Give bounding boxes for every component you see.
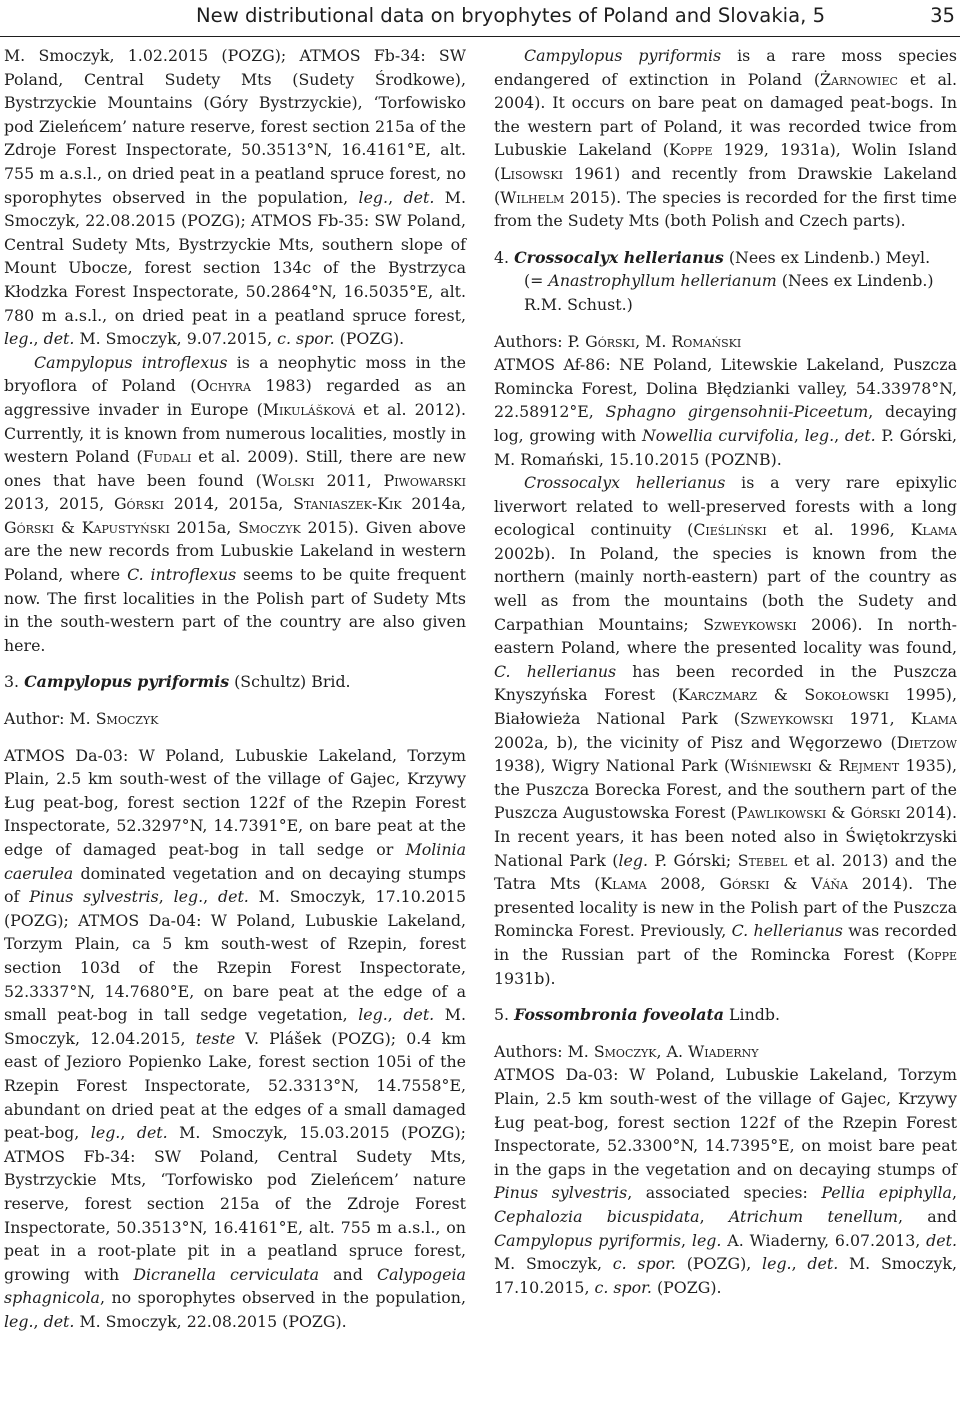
text-run: ATMOS Da-03: W Poland, Lubuskie Lakeland, Torzym Plain, 2.5 km south-west of the village of Gajec, Krzywy Ług peat-bog, forest section 122f of the Rzepin Forest Inspectorate, 52.3297°N, 14.7391°E, on bare peat at the edge of damaged peat-bog in tall sedge or [4, 745, 466, 859]
text-run: 2015). The species is recorded for the first time from the Sudety Mts (both Polish and Czech parts). [494, 187, 957, 231]
cited-author: Ochyra [196, 376, 251, 396]
author-line [4, 707, 466, 731]
cited-author: Lisowski [500, 163, 563, 183]
text-run: & [811, 756, 839, 776]
text-run: M. Smoczyk, 17.10.2015 (POZG); ATMOS Da-04: W Poland, Lubuskie Lakeland, Torzym Plain, ca 5 km south-west of Rzepin, forest section 103d of the Rzepin Forest Inspectorate, 52.3337°N, 14.7680°E, on bare peat at the edge of a small peat-bog in tall sedge vegetation, [4, 887, 467, 1025]
cited-author: Klama [600, 874, 647, 894]
italic-term: leg. [4, 1311, 34, 1331]
italic-term: det. [844, 425, 876, 445]
text-run: is a very rare epixylic liverwort related to well-preserved forests with a long ecological continuity ( [494, 473, 957, 540]
text-run: 1961) and recently from Drawskie Lakeland ( [494, 163, 957, 207]
cited-author: Klama [910, 709, 957, 729]
italic-term: Anastrophyllum hellerianum [548, 271, 777, 291]
text-run: (= [524, 271, 549, 291]
text-run: 2008, [646, 874, 720, 894]
text-run: P. Górski, M. Romański, 15.10.2015 (POZNB). [494, 425, 958, 469]
text-run: 2002a, b), the vicinity of Pisz and Węgorzewo ( [494, 732, 897, 752]
text-run: & [757, 685, 805, 705]
text-run: 2013, 2015, [4, 494, 114, 514]
text-run: V. Plášek (POZG); 0.4 km east of Jezioro Popienko Lake, forest section 105i of the Rzepin Forest Inspectorate, 52.3313°N, 14.7558°E, abundant on dried peat at the edges of a small damaged peat-bog, [4, 1028, 466, 1143]
italic-term: Nowellia curvifolia [641, 425, 794, 445]
cited-author: Wiaderny [688, 1041, 759, 1061]
text-run: , [158, 887, 174, 907]
text-run: 1938), Wigry National Park ( [494, 756, 731, 776]
text-run: et al. 2004). It occurs on bare peat on damaged peat-bogs. In the western part of Poland, it was recorded twice from Lubuskie Lakeland ( [494, 69, 957, 160]
italic-term: c. spor. [277, 329, 335, 349]
cited-author: Smoczyk [238, 517, 301, 537]
author-line [494, 1040, 957, 1064]
text-run: P. Górski; [648, 850, 738, 870]
cited-author: Górski [719, 874, 770, 894]
italic-term: Cephalozia bicuspidata [494, 1206, 700, 1226]
cited-author: Górski [585, 331, 636, 351]
text-run: , [388, 187, 404, 207]
author-line [494, 330, 957, 354]
species-heading [494, 246, 957, 270]
text-run: Author: M. [4, 709, 96, 729]
text-run: et al. 2012). Currently, it is known from numerous localities, mostly in western Poland ( [4, 399, 466, 467]
cited-author: Cieśliński [693, 520, 767, 540]
italic-term: C. hellerianus [494, 661, 617, 681]
cited-author: Romański [671, 331, 742, 351]
italic-term: Sphagno girgensohnii-Piceetum [605, 402, 869, 422]
cited-author: Koppe [913, 944, 957, 964]
text-run: is a neophytic moss in the bryoflora of Poland ( [4, 352, 466, 396]
text-run: , and [897, 1206, 957, 1226]
italic-term: leg. [90, 1123, 121, 1143]
text-run: , [681, 1230, 692, 1250]
italic-term: Molinia caerulea [4, 840, 466, 883]
cited-author: Rejment [838, 756, 900, 776]
italic-term: det. [43, 1311, 75, 1331]
text-run: 2014). The presented locality is new in the Polish part of the Puszcza Romincka Forest. Previously, [494, 874, 957, 941]
cited-author: Koppe [668, 140, 713, 160]
text-run: & [769, 874, 812, 894]
cited-author: Górski [113, 494, 164, 514]
text-run: , [33, 329, 44, 349]
text-run: , [791, 1254, 808, 1274]
text-run: 1995), Białowieża National Park ( [494, 685, 957, 729]
right-column [494, 44, 957, 1299]
italic-term: c. spor. [594, 1277, 652, 1297]
italic-term: C. introflexus [127, 565, 237, 585]
text-run: 2002b). In Poland, the species is known from the northern (mainly north-eastern) part of the country as well as from the mountains (both the Sudety and Carpathian Mountains; [494, 543, 957, 634]
text-run: , [951, 1183, 957, 1203]
text-run: et al. 2009). Still, there are new ones that have been found ( [4, 447, 466, 490]
text-run: has been recorded in the Puszcza Knyszyńska Forest ( [494, 661, 957, 705]
text-run: & [826, 803, 851, 823]
cited-author: Kapustyński [81, 517, 170, 537]
cited-author: Wolski [261, 470, 315, 490]
discussion-paragraph [494, 44, 957, 233]
text-run: M. Smoczyk, 22.08.2015 (POZG); ATMOS Fb-35: SW Poland, Central Sudety Mts, Bystrzyckie Mts, southern slope of Mount Ubocze, forest section 134c of the Bystrzyca Kłodzka Forest Inspectorate, 50.2864°N, 16.5035°E, alt. 780 m a.s.l., on dried peat in a peatland spruce forest, [4, 187, 466, 325]
text-run: 1971, [833, 709, 911, 729]
text-run: (POZG), [675, 1254, 763, 1274]
synonym-line [494, 269, 957, 316]
text-run: ATMOS Af-86: NE Poland, Litewskie Lakeland, Puszcza Romincka Forest, Dolina Błędzianki valley, 54.33978°N, 22.58912°E, [494, 355, 957, 422]
cited-author: Wiśniewski [730, 756, 812, 776]
italic-term: Campylopus pyriformis [524, 46, 722, 65]
text-run: , [834, 425, 845, 445]
cited-author: Staniaszek-Kik [293, 494, 402, 514]
left-column [4, 44, 466, 1333]
species-heading [494, 1003, 957, 1027]
text-run: M. Smoczyk, 17.10.2015, [494, 1254, 957, 1297]
text-run: M. Smoczyk, 15.03.2015 (POZG); ATMOS Fb-34: SW Poland, Central Sudety Mts, Bystrzyckie Mts, ‘Torfowisko pod Zieleńcem’ nature reserve, forest section 215a of the Zdroje Forest Inspectorate, 50.3513°N, 16.4161°E, alt. 755 m a.s.l., on peat in a root-plate pit in a peatland spruce forest, growing with [4, 1123, 467, 1284]
discussion-paragraph [4, 351, 466, 658]
italic-term: leg. [358, 1005, 388, 1025]
cited-author: Górski [4, 517, 55, 537]
text-run: 2011, [314, 470, 384, 490]
cited-author: Váňa [811, 874, 848, 894]
text-run: 4. [494, 247, 515, 267]
text-run: (POZG). [334, 329, 405, 349]
cited-author: Smoczyk [593, 1041, 657, 1061]
italic-term: c. spor. [612, 1254, 676, 1274]
italic-term: det. [403, 187, 435, 207]
italic-term: det. [403, 1005, 435, 1025]
text-run: 5. [494, 1005, 515, 1025]
text-run: 1931b). [494, 968, 556, 988]
text-run: 2014). In recent years, it has been noted also in Świętokrzyski National Park ( [494, 803, 957, 870]
text-run: , [793, 425, 805, 445]
text-run: M. Smoczyk, 12.04.2015, [4, 1005, 467, 1048]
italic-term: leg. [618, 850, 648, 870]
cited-author: Stebel [737, 850, 788, 870]
text-run: Lindb. [724, 1005, 780, 1025]
running-title: New distributional data on bryophytes of Poland and Slovakia, 5 [196, 4, 826, 27]
italic-term: Campylopus introflexus [34, 352, 228, 372]
italic-term: det. [43, 329, 75, 349]
cited-author: Szweykowski [739, 709, 834, 729]
cited-author: Smoczyk [95, 709, 159, 729]
text-run: & [54, 517, 82, 537]
running-head [0, 0, 960, 37]
record-paragraph [4, 44, 466, 351]
text-run: , [203, 887, 218, 907]
text-run: et al. 2013) and the Tatra Mts ( [494, 850, 958, 894]
text-run: is a rare moss species endangered of extinction in Poland ( [494, 46, 957, 89]
cited-author: Mikulášková [262, 399, 356, 419]
text-run: , no sporophytes observed in the population, [99, 1288, 466, 1308]
text-run: 2014, 2015a, [163, 494, 294, 514]
text-run: ATMOS Da-03: W Poland, Lubuskie Lakeland, Torzym Plain, 2.5 km south-west of the village of Gajec, Krzywy Ług peat-bog, forest section 122f of the Rzepin Forest Inspectorate, 52.3300°N, 14.7395°E, on moist bare peat in the gaps in the vegetation and on decaying stumps of [494, 1065, 957, 1179]
italic-term: Calypogeia sphagnicola [4, 1264, 466, 1308]
page-number: 35 [930, 4, 955, 27]
cited-author: Dietzow [896, 732, 957, 752]
italic-term: leg. [762, 1254, 792, 1274]
text-run: M. Smoczyk, [494, 1254, 613, 1274]
text-run: Authors: P. [494, 331, 586, 351]
record-paragraph [494, 1063, 957, 1299]
cited-author: Pawlikowski [736, 803, 827, 823]
italic-term: teste [195, 1028, 236, 1048]
text-run: M. Smoczyk, 9.07.2015, [74, 329, 278, 349]
cited-author: Żarnowiec [820, 69, 898, 89]
italic-term: leg. [4, 329, 34, 349]
species-name: Fossombronia foveolata [514, 1005, 725, 1025]
text-run: (Nees ex Lindenb.) R.M. Schust.) [524, 271, 934, 314]
italic-term: det. [218, 887, 249, 907]
text-run: 2006). In north-eastern Poland, where the presented locality was found, [494, 614, 958, 658]
italic-term: Pinus sylvestris [494, 1183, 628, 1203]
cited-author: Karczmarz [677, 685, 758, 705]
discussion-paragraph [494, 471, 957, 990]
text-run: and [319, 1264, 377, 1284]
text-run: seems to be quite frequent now. The first localities in the Polish part of Sudety Mts in the south-western part of the country are also given here. [4, 565, 466, 655]
species-heading [4, 670, 466, 694]
text-run: (Schultz) Brid. [229, 672, 351, 692]
text-run: M. Smoczyk, 22.08.2015 (POZG). [74, 1311, 347, 1331]
text-run: , M. [635, 331, 672, 351]
italic-term: Pellia epiphylla [821, 1183, 952, 1203]
text-run: 1935), the Puszcza Borecka Forest, and the southern part of the Puszcza Augustowska Forest ( [494, 756, 957, 823]
cited-author: Sokołowski [804, 685, 889, 705]
italic-term: det. [807, 1254, 839, 1274]
italic-term: Pinus sylvestris [29, 887, 159, 907]
cited-author: Piwowarski [383, 470, 466, 490]
cited-author: Fudali [142, 447, 192, 467]
italic-term: det. [136, 1123, 168, 1143]
italic-term: leg. [691, 1230, 722, 1250]
text-run: dominated vegetation and on decaying stumps of [4, 863, 466, 907]
text-run: , [699, 1206, 729, 1226]
text-run: 1929, 1931a), Wolin Island ( [494, 140, 957, 183]
italic-term: leg. [804, 425, 835, 445]
cited-author: Klama [910, 520, 957, 540]
italic-term: Dicranella cerviculata [133, 1264, 320, 1284]
text-run: , [33, 1311, 44, 1331]
text-run: , A. [656, 1041, 688, 1061]
record-paragraph [494, 353, 957, 471]
italic-term: Campylopus pyriformis [494, 1230, 682, 1250]
italic-term: det. [926, 1230, 957, 1250]
text-run: 2015a, [169, 517, 239, 537]
cited-author: Wilhelm [500, 187, 565, 207]
cited-author: Górski [850, 803, 901, 823]
text-run: et al. 1996, [766, 520, 911, 540]
species-name: Crossocalyx hellerianus [514, 247, 724, 267]
text-run: 3. [4, 672, 25, 692]
text-run: 2015). Given above are the new records from Lubuskie Lakeland in western Poland, where [4, 517, 466, 585]
text-run: 1983) regarded as an aggressive invader in Europe ( [4, 376, 466, 419]
italic-term: Atrichum tenellum [728, 1206, 898, 1226]
italic-term: leg. [358, 187, 389, 207]
text-run: Authors: M. [494, 1041, 594, 1061]
species-name: Campylopus pyriformis [24, 672, 230, 692]
text-run: (POZG). [651, 1277, 722, 1297]
text-run: M. Smoczyk, 1.02.2015 (POZG); ATMOS Fb-34: SW Poland, Central Sudety Mts (Sudety Środkowe), Bystrzyckie Mountains (Góry Bystrzyckie), ‘Torfowisko pod Zieleńcem’ nature reserve, forest section 215a of the Zdroje Forest Inspectorate, 50.3513°N, 16.4161°E, alt. 755 m a.s.l., on dried peat in a peatland spruce forest, no sporophytes observed in the population, [4, 46, 466, 207]
text-run: was recorded in the Russian part of the Romincka Forest ( [494, 921, 957, 964]
text-run: 2014a, [401, 494, 466, 514]
italic-term: C. hellerianus [731, 921, 843, 941]
text-run: , associated species: [627, 1183, 822, 1203]
text-run: (Nees ex Lindenb.) Meyl. [723, 247, 931, 267]
text-run: , decaying log, growing with [494, 402, 957, 445]
italic-term: Crossocalyx hellerianus [524, 473, 726, 493]
cited-author: Szweykowski [703, 614, 797, 634]
text-run: , [387, 1005, 404, 1025]
text-run: , [120, 1123, 137, 1143]
record-paragraph [4, 744, 466, 1334]
text-run: A. Wiaderny, 6.07.2013, [721, 1230, 927, 1250]
italic-term: leg. [173, 887, 204, 907]
